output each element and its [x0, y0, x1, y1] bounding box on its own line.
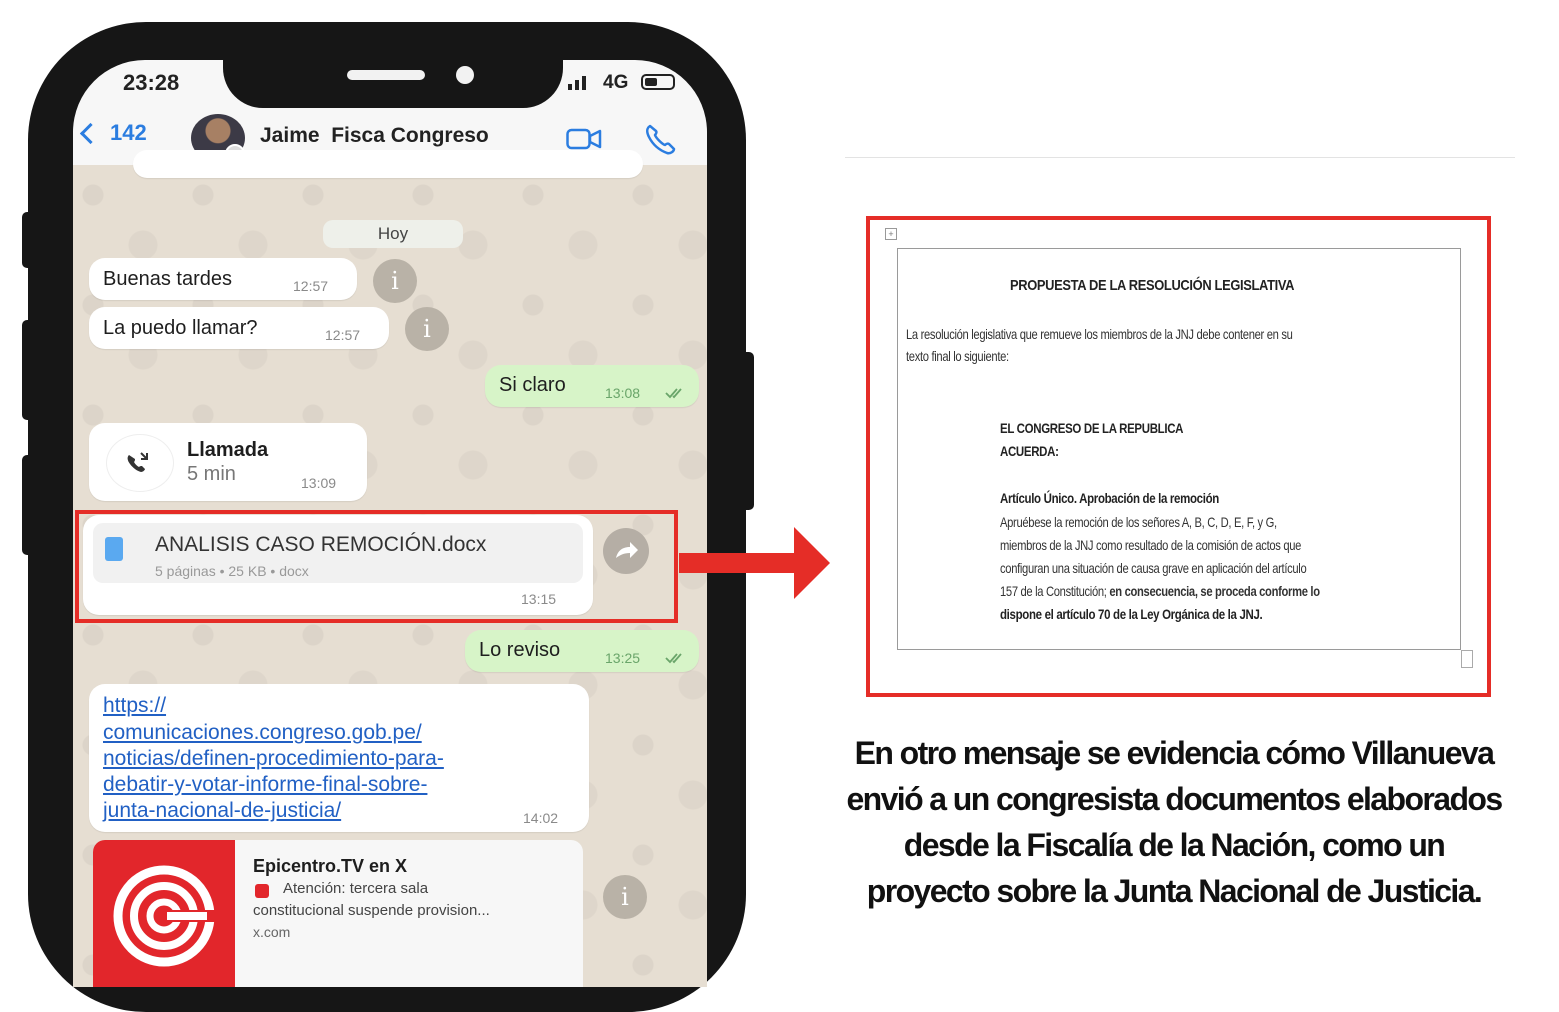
link-line[interactable]: junta-nacional-de-justicia/ — [103, 799, 342, 822]
message-time: 14:02 — [523, 810, 559, 826]
divider — [845, 157, 1515, 158]
info-icon[interactable]: i — [373, 259, 417, 303]
message-time: 13:08 — [605, 385, 641, 401]
back-button[interactable] — [83, 120, 147, 146]
article-body: miembros de la JNJ como resultado de la comisión de actos que — [1000, 537, 1302, 553]
unread-count: 142 — [110, 120, 147, 145]
message-text: La puedo llamar? — [103, 317, 258, 339]
link-line[interactable]: https:// — [103, 694, 167, 717]
contact-name[interactable]: Jaime Fisca Congreso — [260, 124, 489, 147]
message-bubble-outgoing[interactable] — [485, 365, 699, 407]
preview-line: constitucional suspende provision... — [253, 902, 490, 919]
message-time: 12:57 — [293, 278, 329, 294]
notch — [223, 60, 563, 108]
missed-call-icon — [107, 435, 173, 491]
message-text: Si claro — [499, 374, 566, 396]
message-bubble[interactable] — [89, 307, 389, 349]
front-camera — [456, 66, 474, 84]
link-line[interactable]: debatir-y-votar-informe-final-sobre- — [103, 773, 428, 796]
article-body — [1000, 583, 1320, 599]
message-time: 13:15 — [521, 591, 557, 607]
preview-domain: x.com — [253, 924, 291, 940]
message-text: Lo reviso — [479, 639, 561, 661]
link-line[interactable]: comunicaciones.congreso.gob.pe/ — [103, 721, 422, 744]
chevron-left-icon — [80, 122, 101, 143]
caption-line: En otro mensaje se evidencia cómo Villanueva — [854, 735, 1494, 771]
double-check-icon — [665, 387, 687, 399]
document-title: PROPUESTA DE LA RESOLUCIÓN LEGISLATIVA — [1010, 277, 1295, 294]
phone-call-icon[interactable] — [643, 122, 677, 156]
link-line[interactable]: noticias/definen-procedimiento-para- — [103, 747, 444, 770]
table-anchor-icon: + — [885, 228, 897, 240]
caption-line: envió a un congresista documentos elaborados — [846, 781, 1502, 817]
message-time: 12:57 — [325, 327, 361, 343]
double-check-icon — [665, 652, 687, 664]
status-time: 23:28 — [123, 70, 180, 95]
battery-icon — [641, 74, 675, 90]
message-bubble[interactable] — [89, 258, 357, 300]
preview-line: Atención: tercera sala — [283, 880, 429, 897]
arrow-right-icon — [679, 527, 830, 599]
link-preview-card[interactable] — [93, 840, 583, 987]
date-pill: Hoy — [323, 220, 463, 248]
phone-mute-switch — [22, 212, 36, 268]
message-bubble-outgoing[interactable] — [465, 630, 699, 672]
article-body: configuran una situación de causa grave en aplicación del artículo — [1000, 560, 1307, 576]
page-corner-icon — [1461, 650, 1473, 668]
document-intro: texto final lo siguiente: — [906, 348, 1009, 364]
epicentro-logo — [93, 840, 235, 987]
preview-title: Epicentro.TV en X — [253, 856, 408, 876]
call-duration: 5 min — [187, 463, 236, 485]
document-intro: La resolución legislativa que remueve los miembros de la JNJ debe contener en su — [906, 326, 1293, 342]
call-title: Llamada — [187, 439, 269, 461]
call-bubble[interactable] — [89, 423, 367, 501]
previous-message — [133, 150, 643, 178]
message-text: Buenas tardes — [103, 268, 232, 290]
highlight-box — [75, 510, 678, 623]
network-label: 4G — [603, 72, 629, 93]
article-body: Apruébese la remoción de los señores A, B, C, D, E, F, y G, — [1000, 514, 1277, 530]
message-time: 13:09 — [301, 475, 337, 491]
info-icon[interactable]: i — [405, 307, 449, 351]
info-icon[interactable]: i — [603, 875, 647, 919]
video-call-icon[interactable] — [566, 128, 602, 150]
document-heading: EL CONGRESO DE LA REPUBLICA — [1000, 420, 1184, 436]
document-meta: 5 páginas • 25 KB • docx — [155, 563, 309, 579]
caption-line: proyecto sobre la Junta Nacional de Justicia. — [866, 873, 1482, 909]
link-bubble — [89, 684, 589, 832]
article-body-bold: en consecuencia, se proceda conforme lo — [1109, 583, 1320, 599]
phone-power-button — [740, 352, 754, 510]
article-body-normal: 157 de la Constitución; — [1000, 583, 1110, 599]
caption-line: desde la Fiscalía de la Nación, como un — [903, 827, 1445, 863]
phone-volume-down — [22, 455, 36, 555]
caption — [800, 730, 1548, 914]
phone-volume-up — [22, 320, 36, 420]
message-time: 13:25 — [605, 650, 641, 666]
article-title: Artículo Único. Aprobación de la remoción — [1000, 490, 1219, 506]
signal-icon — [568, 76, 586, 90]
article-body-bold: dispone el artículo 70 de la Ley Orgánica de la JNJ. — [1000, 606, 1263, 622]
speaker-grill — [347, 70, 425, 80]
alert-icon — [255, 884, 269, 898]
document-heading: ACUERDA: — [1000, 443, 1059, 459]
document-filename: ANALISIS CASO REMOCIÓN.docx — [155, 533, 487, 556]
